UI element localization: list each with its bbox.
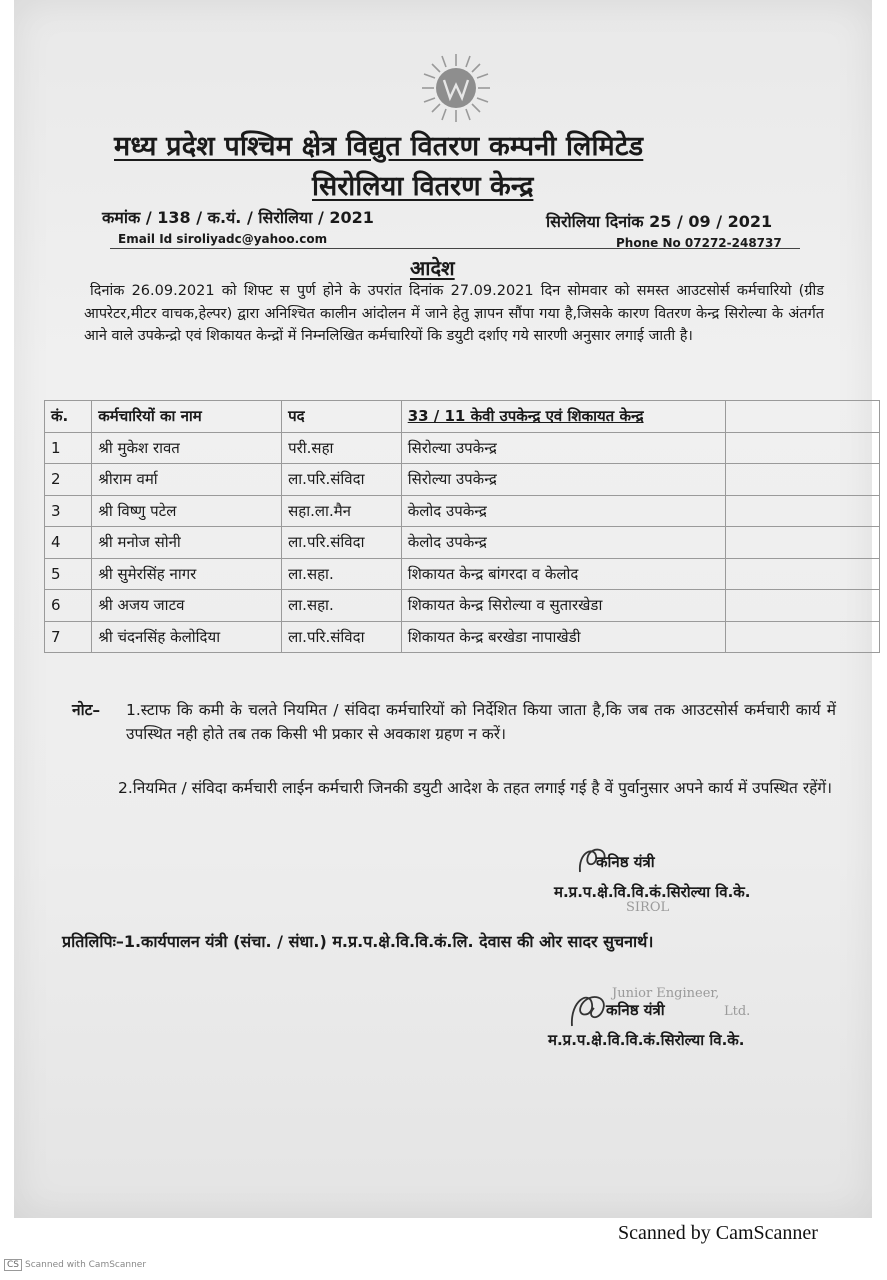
- cell-post: ला.परि.संविदा: [282, 527, 402, 559]
- cell-center: सिरोल्या उपकेन्द्र: [401, 432, 726, 464]
- header-divider: [110, 248, 800, 249]
- cell-extra: [726, 558, 880, 590]
- phone-number: Phone No 07272-248737: [616, 236, 782, 250]
- table-row: [45, 432, 880, 464]
- copy-to: प्रतिलिपिः–1.कार्यपालन यंत्री (संचा. / संधा.) म.प्र.प.क्षे.वि.वि.कं.लि. देवास की ओर सादर सुचनार्थ।: [62, 932, 654, 951]
- header-serial: कं.: [45, 401, 92, 433]
- cell-center: केलोद उपकेन्द्र: [401, 495, 726, 527]
- header-name: कर्मचारियों का नाम: [92, 401, 282, 433]
- cell-serial: 2: [45, 464, 92, 496]
- table-header-row: [45, 401, 880, 433]
- signature-2-office: म.प्र.प.क्षे.वि.वि.कं.सिरोल्या वि.के.: [548, 1031, 745, 1049]
- cell-extra: [726, 590, 880, 622]
- cell-serial: 7: [45, 621, 92, 653]
- cell-center: शिकायत केन्द्र बरखेडा नापाखेडी: [401, 621, 726, 653]
- cell-extra: [726, 621, 880, 653]
- reference-number: कमांक / 138 / क.यं. / सिरोलिया / 2021: [102, 208, 374, 227]
- cell-name: श्री अजय जाटव: [92, 590, 282, 622]
- camscanner-badge-text: Scanned with CamScanner: [25, 1260, 147, 1270]
- cell-post: ला.सहा.: [282, 590, 402, 622]
- cell-extra: [726, 527, 880, 559]
- order-heading: आदेश: [410, 256, 455, 280]
- issue-date: सिरोलिया दिनांक 25 / 09 / 2021: [546, 212, 773, 231]
- company-title: मध्य प्रदेश पश्चिम क्षेत्र विद्युत वितरण कम्पनी लिमिटेड: [114, 131, 644, 162]
- cs-logo-icon: CS: [4, 1259, 22, 1271]
- table-row: [45, 558, 880, 590]
- table-row: [45, 464, 880, 496]
- signature-1-office: म.प्र.प.क्षे.वि.वि.कं.सिरोल्या वि.के.: [554, 883, 751, 901]
- company-logo-icon: [420, 52, 492, 124]
- signature-2-stamp-line1: Junior Engineer,: [612, 986, 720, 1001]
- email-id: Email Id siroliyadc@yahoo.com: [118, 232, 328, 246]
- cell-serial: 4: [45, 527, 92, 559]
- cell-serial: 1: [45, 432, 92, 464]
- header-extra: [726, 401, 880, 433]
- cell-name: श्री मुकेश रावत: [92, 432, 282, 464]
- duty-table: [44, 400, 880, 653]
- cell-center: केलोद उपकेन्द्र: [401, 527, 726, 559]
- cell-serial: 5: [45, 558, 92, 590]
- table-row: [45, 621, 880, 653]
- signature-1-stamp: SIROL: [626, 900, 670, 915]
- note-item-2: 2.नियमित / संविदा कर्मचारी लाईन कर्मचारी जिनकी डयुटी आदेश के तहत लगाई गई है वें पुर्वानुसार अपने कार्य में उपस्थित रहेंगें।: [118, 779, 832, 797]
- document-page: [14, 0, 872, 1218]
- header-center: 33 / 11 केवी उपकेन्द्र एवं शिकायत केन्द्र: [401, 401, 726, 433]
- cell-post: ला.सहा.: [282, 558, 402, 590]
- cell-serial: 6: [45, 590, 92, 622]
- cell-center: शिकायत केन्द्र सिरोल्या व सुतारखेडा: [401, 590, 726, 622]
- table-row: [45, 590, 880, 622]
- note-item-1: 1.स्टाफ कि कमी के चलते नियमित / संविदा कर्मचारियों को निर्देशित किया जाता है,कि जब तक आउटसोर्स कर्मचारी कार्य में उपस्थित नही होते तब तक किसी भी प्रकार से अवकाश ग्रहण न करें।: [126, 701, 836, 743]
- cell-post: ला.परि.संविदा: [282, 464, 402, 496]
- signature-2-designation: कनिष्ठ यंत्री: [606, 1001, 665, 1019]
- camscanner-badge: [4, 1259, 146, 1271]
- note-label: नोट–: [72, 701, 101, 719]
- cell-center: शिकायत केन्द्र बांगरदा व केलोद: [401, 558, 726, 590]
- cell-extra: [726, 432, 880, 464]
- cell-name: श्री चंदनसिंह केलोदिया: [92, 621, 282, 653]
- order-paragraph: दिनांक 26.09.2021 को शिफ्ट स पुर्ण होने के उपरांत दिनांक 27.09.2021 दिन सोमवार को समस्त आउटसोर्स कर्मचारियो (ग्रीड आपरेटर,मीटर वाचक,हेल्पर) द्वारा अनिश्चित कालीन आंदोलन में जाने हेतु ज्ञापन सौंपा गया है,जिसके कारण वितरण केन्द्र सिरोल्या के अंतर्गत आने वाले उपकेन्द्रो एवं शिकायत केन्द्रों में निम्नलिखित कर्मचारियों कि डयुटी दर्शाए गये सारणी अनुसार लगाई जाती है।: [84, 283, 824, 344]
- cell-extra: [726, 495, 880, 527]
- signature-2-stamp-line2: Ltd.: [724, 1004, 751, 1019]
- signature-1-designation: कनिष्ठ यंत्री: [596, 853, 655, 871]
- office-title: सिरोलिया वितरण केन्द्र: [312, 171, 534, 202]
- cell-post: सहा.ला.मैन: [282, 495, 402, 527]
- cell-name: श्रीराम वर्मा: [92, 464, 282, 496]
- header-post: पद: [282, 401, 402, 433]
- table-row: [45, 527, 880, 559]
- camscanner-watermark: Scanned by CamScanner: [618, 1222, 818, 1244]
- cell-name: श्री विष्णु पटेल: [92, 495, 282, 527]
- cell-name: श्री सुमेरसिंह नागर: [92, 558, 282, 590]
- table-row: [45, 495, 880, 527]
- cell-center: सिरोल्या उपकेन्द्र: [401, 464, 726, 496]
- cell-post: ला.परि.संविदा: [282, 621, 402, 653]
- cell-name: श्री मनोज सोनी: [92, 527, 282, 559]
- cell-serial: 3: [45, 495, 92, 527]
- cell-post: परी.सहा: [282, 432, 402, 464]
- cell-extra: [726, 464, 880, 496]
